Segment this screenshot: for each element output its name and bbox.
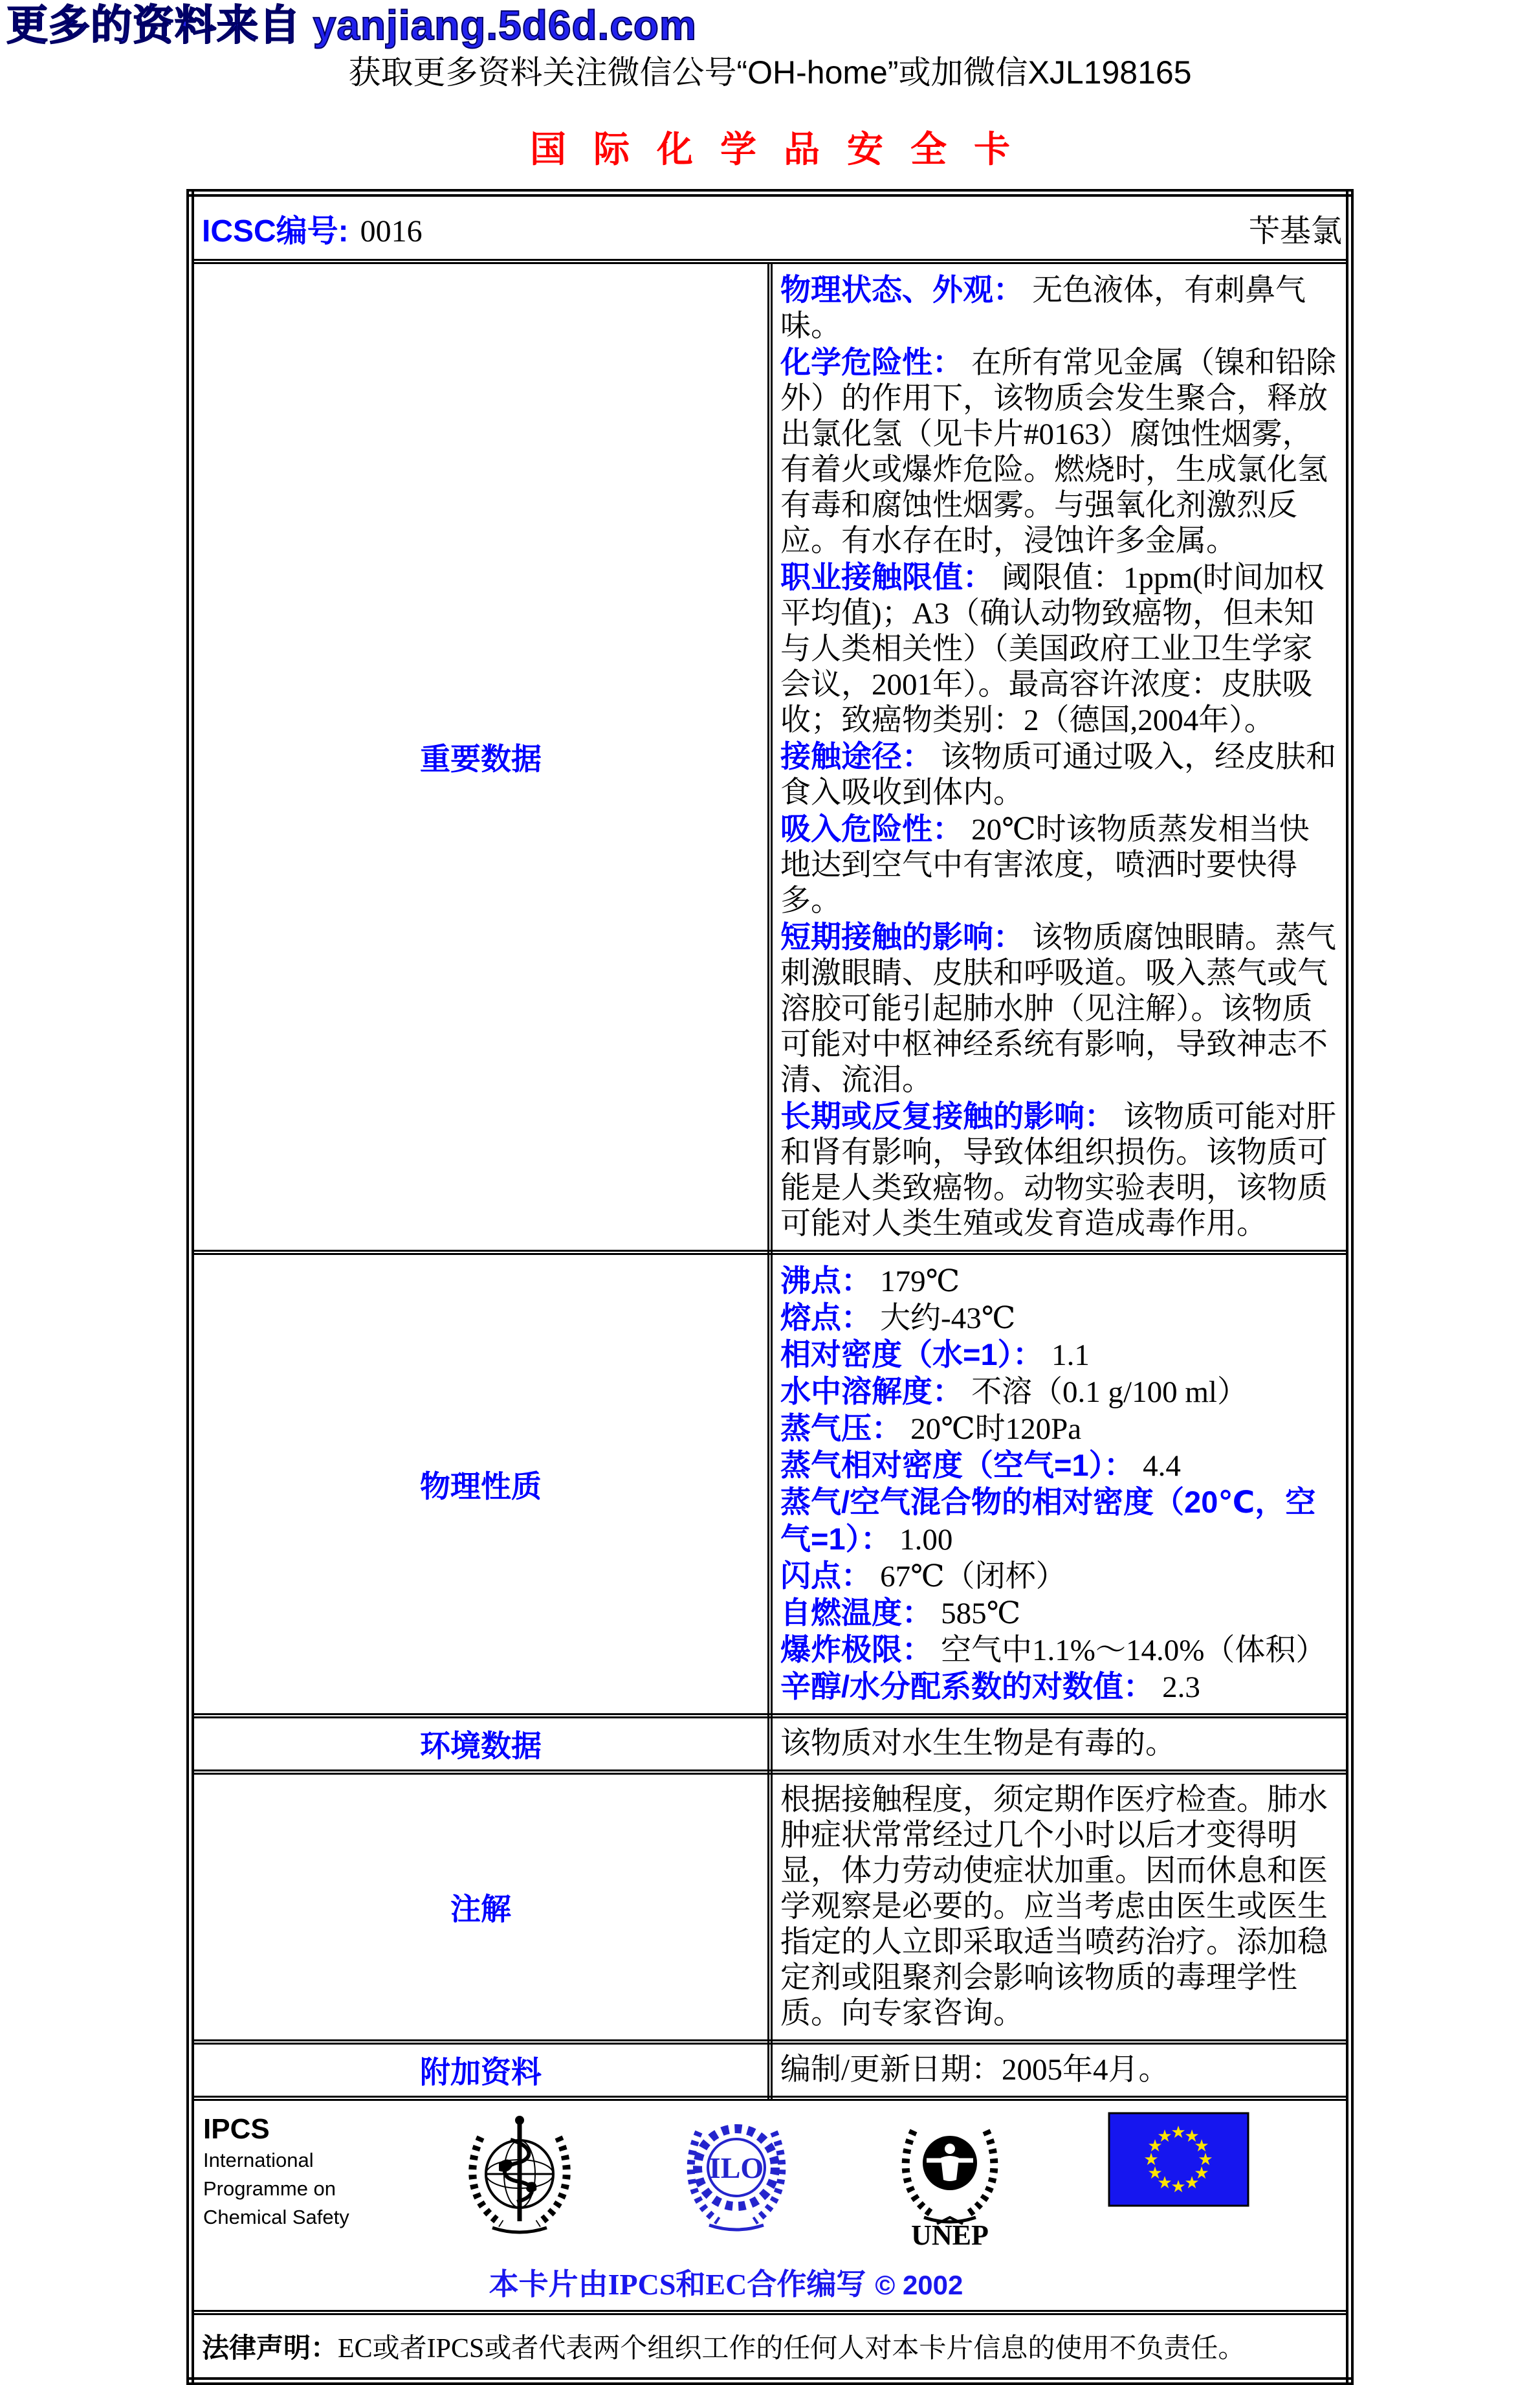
- field-label: 职业接触限值：: [780, 560, 993, 594]
- additional-info-content: [770, 2042, 1350, 2098]
- field-text: 20℃时该物质蒸发相当快地达到空气中有害浓度，喷洒时要快得多。: [780, 813, 1310, 918]
- svg-text:★: ★: [1171, 2123, 1186, 2142]
- field-label: 接触途径：: [780, 739, 932, 773]
- legal-text: EC或者IPCS或者代表两个组织工作的任何人对本卡片信息的使用不负责任。: [338, 2334, 1246, 2364]
- field-text: 该物质可能对肝和肾有影响，导致体组织损伤。该物质可能是人类致癌物。动物实验表明，该物质可能对人类生殖或发育造成毒作用。: [780, 1100, 1337, 1241]
- important-data-content: [770, 261, 1350, 1252]
- legal-notice-row: [190, 2313, 1350, 2381]
- property-row: [780, 1410, 1339, 1447]
- environmental-data-text: 该物质对水生生物是有毒的。: [780, 1727, 1176, 1760]
- property-label: 闪点：: [780, 1559, 872, 1593]
- unep-logo-text: UNEP: [911, 2219, 989, 2251]
- field-text: 该物质可通过吸入，经皮肤和食入吸收到体内。: [780, 740, 1337, 810]
- field-label: 短期接触的影响：: [780, 920, 1024, 954]
- copyright-text: © 2002: [875, 2270, 963, 2300]
- property-label: 沸点：: [780, 1263, 872, 1298]
- additional-info-text: 编制/更新日期：2005年4月。: [780, 2053, 1169, 2087]
- svg-text:★: ★: [1157, 2173, 1172, 2193]
- property-value: 2.3: [1162, 1670, 1200, 1704]
- data-paragraph: [780, 559, 1339, 738]
- property-label: 熔点：: [780, 1300, 872, 1335]
- property-value: 4.4: [1143, 1449, 1181, 1483]
- data-paragraph: [780, 1098, 1339, 1242]
- icsc-number-value: 0016: [360, 214, 423, 249]
- page-title: 国际化学品安全卡: [530, 130, 1037, 170]
- card-caption: [203, 2261, 1249, 2303]
- property-row: [780, 1595, 1339, 1632]
- property-value: 1.00: [899, 1523, 953, 1557]
- icsc-number-label: ICSC编号:: [202, 214, 349, 249]
- source-banner: 更多的资料来自 yanjiang.5d6d.com: [6, 2, 697, 49]
- property-value: 179℃: [880, 1265, 960, 1298]
- property-row: [780, 1337, 1339, 1373]
- card-header-row: [190, 193, 1350, 261]
- physical-properties-content: [770, 1252, 1350, 1716]
- field-text: 在所有常见金属（镍和铅除外）的作用下，该物质会发生聚合，释放出氯化氢（见卡片#0163）腐蚀性烟雾，有着火或爆炸危险。燃烧时，生成氯化氢有毒和腐蚀性烟雾。与强氧化剂激烈反应。有水存在时，浸蚀许多金属。: [780, 346, 1337, 558]
- property-value: 不溶（0.1 g/100 ml）: [971, 1375, 1248, 1409]
- section-label-environmental-data: 环境数据: [190, 1716, 770, 1772]
- property-row: [780, 1263, 1339, 1300]
- ipcs-abbr: IPCS: [203, 2113, 270, 2145]
- data-paragraph: [780, 272, 1339, 344]
- svg-text:★: ★: [1147, 2136, 1163, 2156]
- property-label: 相对密度（水=1）：: [780, 1337, 1044, 1371]
- ipcs-full-name: [203, 2146, 358, 2232]
- section-label-additional-info: 附加资料: [190, 2042, 770, 2098]
- ilo-logo-text: ILO: [709, 2151, 764, 2184]
- property-row: [780, 1558, 1339, 1595]
- svg-text:★: ★: [1157, 2127, 1172, 2146]
- field-label: 化学危险性：: [780, 345, 963, 379]
- field-label: 吸入危险性：: [780, 812, 963, 846]
- svg-text:★: ★: [1194, 2136, 1209, 2156]
- property-label: 辛醇/水分配系数的对数值：: [780, 1669, 1154, 1703]
- field-text: 该物质腐蚀眼睛。蒸气刺激眼睛、皮肤和呼吸道。吸入蒸气或气溶胶可能引起肺水肿（见注解）。该物质可能对中枢神经系统有影响，导致神志不清、流泪。: [780, 921, 1337, 1097]
- property-row: [780, 1669, 1339, 1705]
- ipcs-text-block: [203, 2113, 358, 2232]
- property-value: 大约-43℃: [880, 1302, 1016, 1335]
- notes-content: [770, 1772, 1350, 2042]
- property-value: 1.1: [1051, 1338, 1090, 1372]
- svg-text:★: ★: [1184, 2127, 1200, 2146]
- property-row: [780, 1484, 1339, 1558]
- property-value: 67℃（闭杯）: [880, 1560, 1066, 1593]
- data-paragraph: [780, 738, 1339, 811]
- caption-text: 本卡片由IPCS和EC合作编写: [489, 2268, 866, 2301]
- ipcs-name-line: Chemical Safety: [203, 2206, 349, 2228]
- property-label: 蒸气相对密度（空气=1）：: [780, 1448, 1135, 1482]
- field-text: 阈限值：1ppm(时间加权平均值)；A3（确认动物致癌物，但未知与人类相关性）（美国政府工业卫生学家会议，2001年）。最高容许浓度：皮肤吸收；致癌物类别：2（德国,2004年）。: [780, 561, 1325, 737]
- field-label: 长期或反复接触的影响：: [780, 1099, 1115, 1133]
- ipcs-logos-row: [190, 2098, 1350, 2313]
- field-text: 无色液体，有刺鼻气味。: [780, 274, 1306, 343]
- ipcs-name-line: Programme on: [203, 2177, 336, 2200]
- wechat-banner: 获取更多资料关注微信公号“OH-home”或加微信XJL198165: [348, 54, 1192, 91]
- field-label: 物理状态、外观：: [780, 272, 1024, 307]
- ipcs-name-line: International: [203, 2149, 314, 2171]
- property-value: 空气中1.1%～14.0%（体积）: [941, 1634, 1326, 1667]
- safety-card-table: [186, 189, 1354, 2385]
- chemical-name: 苄基氯: [1248, 214, 1342, 249]
- legal-label: 法律声明：: [202, 2333, 338, 2363]
- property-label: 爆炸极限：: [780, 1632, 932, 1667]
- property-label: 水中溶解度：: [780, 1374, 963, 1408]
- section-label-important-data: 重要数据: [190, 261, 770, 1252]
- property-row: [780, 1373, 1339, 1410]
- data-paragraph: [780, 919, 1339, 1098]
- property-value: 585℃: [941, 1597, 1021, 1630]
- data-paragraph: [780, 344, 1339, 559]
- unep-logo-icon: [894, 2113, 1006, 2252]
- property-label: 自燃温度：: [780, 1595, 932, 1630]
- notes-text: 根据接触程度，须定期作医疗检查。肺水肿症状常常经过几个小时以后才变得明显，体力劳动使症状加重。因而休息和医学观察是必要的。应当考虑由医生或医生指定的人立即采取适当喷药治疗。添加稳定剂或阻聚剂会影响该物质的毒理学性质。向专家咨询。: [780, 1783, 1328, 2030]
- svg-text:★: ★: [1143, 2150, 1159, 2169]
- svg-text:★: ★: [1194, 2164, 1209, 2183]
- property-row: [780, 1300, 1339, 1337]
- svg-text:★: ★: [1184, 2173, 1200, 2193]
- section-label-notes: 注解: [190, 1772, 770, 2042]
- ilo-logo-icon: [681, 2113, 792, 2242]
- icsc-document-page: [0, 2, 1540, 2364]
- svg-text:★: ★: [1171, 2177, 1186, 2197]
- property-value: 20℃时120Pa: [910, 1412, 1082, 1446]
- svg-text:★: ★: [1198, 2150, 1213, 2169]
- eu-flag-icon: [1108, 2113, 1249, 2210]
- property-label: 蒸气/空气混合物的相对密度（20℃，空气=1）：: [780, 1485, 1316, 1556]
- property-row: [780, 1632, 1339, 1669]
- who-logo-icon: [461, 2113, 578, 2242]
- property-row: [780, 1447, 1339, 1484]
- environmental-data-content: [770, 1716, 1350, 1772]
- section-label-physical-properties: 物理性质: [190, 1252, 770, 1716]
- property-label: 蒸气压：: [780, 1411, 902, 1445]
- svg-text:★: ★: [1147, 2164, 1163, 2183]
- data-paragraph: [780, 811, 1339, 919]
